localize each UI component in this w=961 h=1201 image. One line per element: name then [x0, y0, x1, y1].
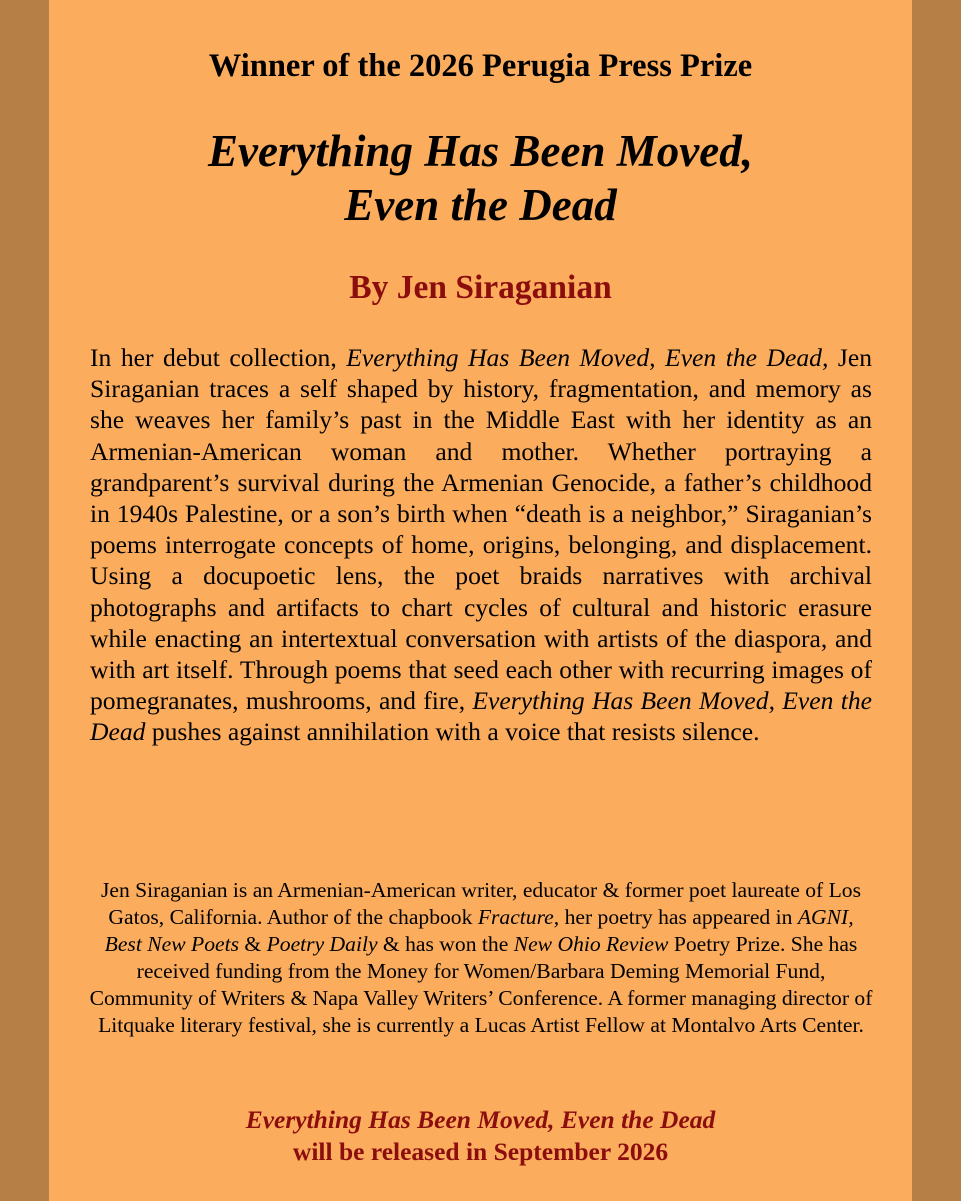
author-bio — [89, 877, 873, 1039]
book-description — [90, 342, 872, 748]
book-title-line-1: Everything Has Been Moved, — [208, 126, 753, 176]
bio-italic-publications: AGNI, Best New Poets — [104, 905, 854, 956]
author-byline: By Jen Siraganian — [349, 269, 612, 306]
bio-text-4: & has won the — [377, 932, 514, 956]
bio-text-1: Jen Siraganian is an Armenian-American writer, educator & former poet laureate of Los Gatos, California. Author of the chapbook — [100, 878, 862, 929]
description-body: Jen Siraganian traces a self shaped by history, fragmentation, and memory as she weaves her family’s past in the Middle East with her identity as an Armenian-American woman and mother. Whether portraying a grandparent’s survival during the Armenian Genocide, a father’s childhood in 1940s Palestine, or a son’s birth when “death is a neighbor,” Siraganian’s poems interrogate concepts of home, origins, belonging, and displacement. Using a docupoetic lens, the poet braids narratives with archival photographs and artifacts to chart cycles of cultural and historic erasure while enacting an intertextual conversation with artists of the diaspora, and with art itself. Through poems that seed each other with recurring images of pomegranates, mushrooms, and fire, — [90, 343, 872, 716]
description-title-italic-2: Everything Has Been Moved, Even the Dead — [90, 686, 872, 747]
prize-heading: Winner of the 2026 Perugia Press Prize — [208, 48, 753, 84]
description-ending: pushes against annihilation with a voice that resists silence. — [145, 717, 760, 747]
release-book-title: Everything Has Been Moved, Even the Dead — [245, 1105, 716, 1134]
bio-text-2: her poetry has appeared in — [559, 905, 798, 929]
description-intro: In her debut collection, — [90, 343, 347, 372]
book-title — [49, 124, 912, 232]
bio-italic-review: New Ohio Review — [513, 932, 669, 956]
description-title-italic: Everything Has Been Moved, Even the Dead, — [346, 343, 829, 372]
bio-italic-chapbook: Fracture, — [477, 905, 560, 929]
release-notice — [49, 1104, 912, 1168]
release-date-line: will be released in September 2026 — [292, 1137, 669, 1166]
book-title-line-2: Even the Dead — [344, 180, 617, 230]
bio-text-3: & — [239, 932, 267, 956]
announcement-panel — [49, 0, 912, 1201]
bio-text-5: Poetry Prize. She has received funding from the Money for Women/Barbara Deming Memorial Fund, Community of Writers & Napa Valley Writers’ Conference. A former managing director of Litquake literary festival, she is currently a Lucas Artist Fellow at Montalvo Arts Center. — [89, 932, 873, 1037]
bio-italic-poetry-daily: Poetry Daily — [266, 932, 378, 956]
